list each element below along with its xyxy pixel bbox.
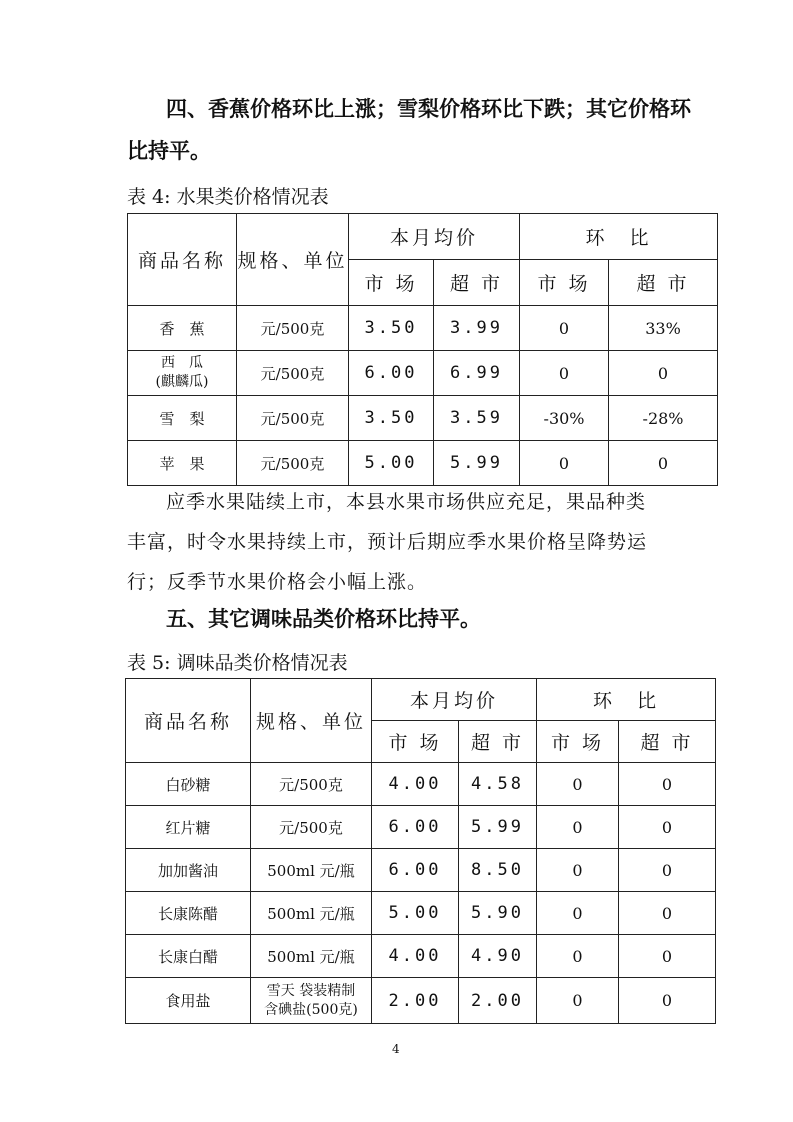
ratio-market: 0 xyxy=(537,763,619,806)
ratio-supermarket: 0 xyxy=(609,351,718,396)
supermarket-price: 3.59 xyxy=(434,396,520,441)
market-price: 6.00 xyxy=(349,351,434,396)
header-product-name: 商品名称 xyxy=(128,214,237,306)
market-price: 3.50 xyxy=(349,306,434,351)
page-number: 4 xyxy=(392,1042,400,1056)
header-product-name: 商品名称 xyxy=(126,679,251,763)
table-row xyxy=(126,978,716,1024)
spec-unit: 元/500克 xyxy=(251,806,372,849)
table-row xyxy=(126,892,716,935)
ratio-supermarket: 0 xyxy=(619,978,716,1024)
supermarket-price: 3.99 xyxy=(434,306,520,351)
paragraph-line1: 应季水果陆续上市，本县水果市场供应充足，果品种类 xyxy=(166,491,647,513)
ratio-market: 0 xyxy=(520,351,609,396)
spec-unit: 元/500克 xyxy=(251,763,372,806)
spec-unit: 500ml 元/瓶 xyxy=(251,935,372,978)
market-price: 6.00 xyxy=(372,806,459,849)
header-supermarket: 超 市 xyxy=(459,721,537,763)
ratio-supermarket: 0 xyxy=(619,935,716,978)
spec-unit-line2: 含碘盐(500克) xyxy=(264,1001,358,1018)
product-name: 雪 梨 xyxy=(128,396,237,441)
header-spec-unit: 规格、单位 xyxy=(237,214,349,306)
spec-unit: 500ml 元/瓶 xyxy=(251,849,372,892)
header-monthly-average: 本月均价 xyxy=(372,679,537,721)
header-supermarket: 超 市 xyxy=(434,260,520,306)
ratio-market: 0 xyxy=(520,306,609,351)
table5-caption: 表 5: 调味品类价格情况表 xyxy=(127,652,348,674)
header-ratio-market: 市 场 xyxy=(520,260,609,306)
table4-caption: 表 4: 水果类价格情况表 xyxy=(127,186,329,208)
spec-unit xyxy=(251,978,372,1024)
market-price: 4.00 xyxy=(372,763,459,806)
ratio-supermarket: 0 xyxy=(619,763,716,806)
ratio-supermarket: 33% xyxy=(609,306,718,351)
ratio-supermarket: 0 xyxy=(619,806,716,849)
section5-heading: 五、其它调味品类价格环比持平。 xyxy=(166,606,481,631)
supermarket-price: 5.99 xyxy=(459,806,537,849)
header-monthly-average: 本月均价 xyxy=(349,214,520,260)
paragraph-line3: 行；反季节水果价格会小幅上涨。 xyxy=(127,571,428,593)
supermarket-price: 5.99 xyxy=(434,441,520,486)
header-month-on-month: 环 比 xyxy=(520,214,718,260)
product-name: 苹 果 xyxy=(128,441,237,486)
table-row xyxy=(126,935,716,978)
header-month-on-month: 环 比 xyxy=(537,679,716,721)
header-ratio-supermarket: 超 市 xyxy=(609,260,718,306)
product-name: 红片糖 xyxy=(126,806,251,849)
supermarket-price: 4.58 xyxy=(459,763,537,806)
spec-unit: 元/500克 xyxy=(237,351,349,396)
product-name-line1: 西 瓜 xyxy=(161,355,203,371)
table-row xyxy=(126,763,716,806)
header-spec-unit: 规格、单位 xyxy=(251,679,372,763)
product-name: 白砂糖 xyxy=(126,763,251,806)
market-price: 3.50 xyxy=(349,396,434,441)
market-price: 6.00 xyxy=(372,849,459,892)
market-price: 5.00 xyxy=(349,441,434,486)
section4-heading-line2: 比持平。 xyxy=(127,138,211,163)
table-row xyxy=(128,351,718,396)
table-row xyxy=(128,441,718,486)
table-row xyxy=(128,306,718,351)
ratio-market: 0 xyxy=(537,935,619,978)
product-name: 长康白醋 xyxy=(126,935,251,978)
header-market: 市 场 xyxy=(372,721,459,763)
product-name-line2: (麒麟瓜) xyxy=(155,374,209,390)
ratio-supermarket: 0 xyxy=(619,849,716,892)
ratio-market: 0 xyxy=(537,849,619,892)
ratio-market: 0 xyxy=(537,978,619,1024)
product-name: 食用盐 xyxy=(126,978,251,1024)
header-ratio-supermarket: 超 市 xyxy=(619,721,716,763)
supermarket-price: 6.99 xyxy=(434,351,520,396)
supermarket-price: 8.50 xyxy=(459,849,537,892)
header-ratio-market: 市 场 xyxy=(537,721,619,763)
section4-heading-line1: 四、香蕉价格环比上涨；雪梨价格环比下跌；其它价格环 xyxy=(166,96,691,121)
product-name: 香 蕉 xyxy=(128,306,237,351)
market-price: 4.00 xyxy=(372,935,459,978)
spec-unit: 元/500克 xyxy=(237,306,349,351)
supermarket-price: 4.90 xyxy=(459,935,537,978)
fruit-price-table xyxy=(127,213,718,486)
product-name: 加加酱油 xyxy=(126,849,251,892)
seasoning-price-table xyxy=(125,678,716,1024)
ratio-supermarket: 0 xyxy=(619,892,716,935)
header-market: 市 场 xyxy=(349,260,434,306)
product-name: 长康陈醋 xyxy=(126,892,251,935)
table-row xyxy=(128,396,718,441)
supermarket-price: 5.90 xyxy=(459,892,537,935)
ratio-supermarket: 0 xyxy=(609,441,718,486)
spec-unit: 元/500克 xyxy=(237,441,349,486)
product-name xyxy=(128,351,237,396)
ratio-market: 0 xyxy=(537,892,619,935)
ratio-market: 0 xyxy=(520,441,609,486)
market-price: 5.00 xyxy=(372,892,459,935)
ratio-supermarket: -28% xyxy=(609,396,718,441)
table-row xyxy=(126,806,716,849)
spec-unit: 元/500克 xyxy=(237,396,349,441)
ratio-market: -30% xyxy=(520,396,609,441)
market-price: 2.00 xyxy=(372,978,459,1024)
ratio-market: 0 xyxy=(537,806,619,849)
supermarket-price: 2.00 xyxy=(459,978,537,1024)
table-row xyxy=(126,849,716,892)
spec-unit-line1: 雪天 袋装精制 xyxy=(266,982,356,999)
spec-unit: 500ml 元/瓶 xyxy=(251,892,372,935)
paragraph-line2: 丰富，时令水果持续上市，预计后期应季水果价格呈降势运 xyxy=(127,531,648,553)
